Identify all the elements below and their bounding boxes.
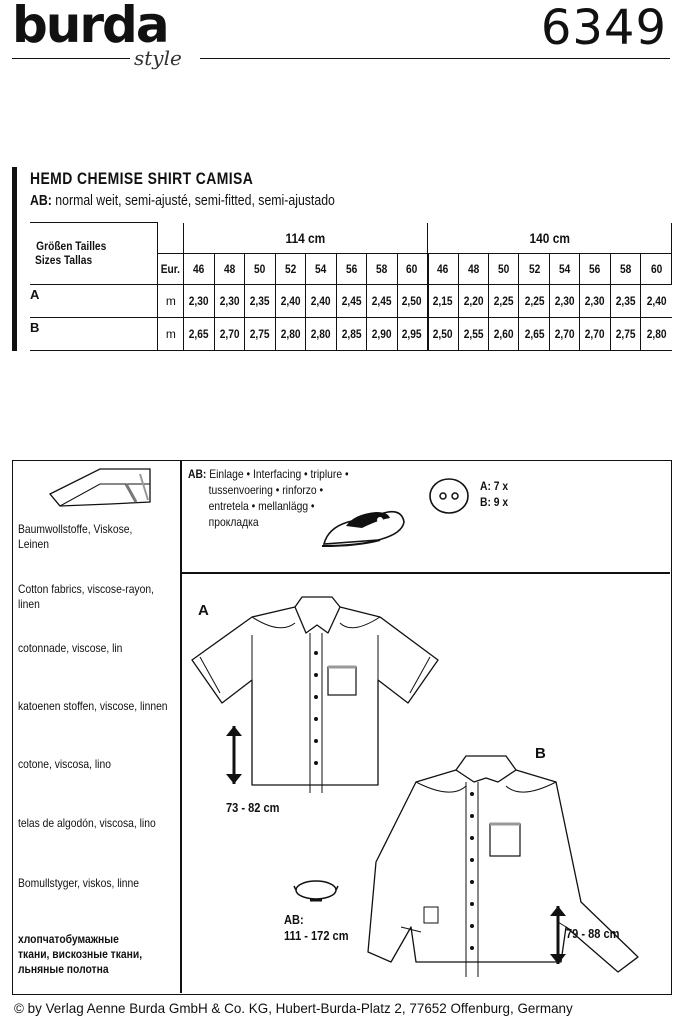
size-header-cell: 48 [458, 253, 488, 284]
size-table [30, 222, 672, 351]
width-1-header: 114 cm [184, 223, 428, 254]
table-cell: 2,65 [519, 317, 549, 350]
brand-sub: style [134, 46, 182, 70]
table-cell: 2,60 [489, 317, 519, 350]
brand-logo: burda [12, 0, 168, 54]
size-header-cell: 56 [580, 253, 610, 284]
fabric-de: Baumwollstoffe, Viskose, Leinen [18, 522, 133, 551]
subtitle-prefix: AB: [30, 192, 52, 209]
table-cell: 2,30 [214, 284, 244, 317]
row-view-label: A [30, 284, 158, 317]
size-header-cell: 52 [275, 253, 305, 284]
table-cell: 2,20 [458, 284, 488, 317]
size-header-cell: 48 [214, 253, 244, 284]
table-cell: 2,50 [428, 317, 458, 350]
page-title: HEMD CHEMISE SHIRT CAMISA [30, 169, 254, 188]
size-header-cell: 56 [336, 253, 366, 284]
size-header-cell: 46 [428, 253, 458, 284]
table-cell: 2,30 [580, 284, 610, 317]
tape-measure-icon [292, 876, 340, 904]
length-arrow-b-icon [548, 904, 568, 966]
size-header-cell: 54 [549, 253, 579, 284]
table-cell: 2,55 [458, 317, 488, 350]
length-a-label: 73 - 82 cm [226, 800, 280, 815]
size-label-1: Größen Tailles [36, 239, 107, 254]
table-cell: 2,80 [306, 317, 336, 350]
table-cell: 2,45 [367, 284, 397, 317]
length-arrow-a-icon [224, 724, 244, 786]
unit-header: Eur. [158, 253, 184, 284]
size-header-cell: 54 [306, 253, 336, 284]
table-cell: 2,15 [428, 284, 458, 317]
table-cell: 2,40 [641, 284, 672, 317]
table-row-a [30, 284, 672, 317]
width-2-header: 140 cm [428, 223, 672, 254]
page-subtitle [30, 192, 335, 209]
table-cell: 2,45 [336, 284, 366, 317]
table-cell: 2,35 [610, 284, 640, 317]
button-icon [428, 477, 470, 515]
fabric-ru: хлопчатобумажные ткани, вискозные ткани, льняные полотна [18, 932, 143, 976]
view-a-label: A [198, 602, 209, 619]
table-cell: 2,50 [397, 284, 427, 317]
table-cell: 2,75 [245, 317, 275, 350]
row-unit: m [158, 284, 184, 317]
table-cell: 2,70 [549, 317, 579, 350]
row-view-label: B [30, 317, 158, 350]
size-label-2: Sizes Tallas [35, 253, 93, 268]
size-header-cell: 50 [245, 253, 275, 284]
table-cell: 2,40 [306, 284, 336, 317]
view-b-label: B [535, 745, 546, 762]
table-cell: 2,85 [336, 317, 366, 350]
table-cell: 2,25 [489, 284, 519, 317]
fabric-en: Cotton fabrics, viscose-rayon, linen [18, 582, 154, 611]
fabric-es: telas de algodón, viscosa, lino [18, 816, 156, 830]
size-header-cell: 60 [641, 253, 672, 284]
size-header-cell: 58 [610, 253, 640, 284]
button-quantities: A: 7 x B: 9 x [480, 479, 509, 509]
table-cell: 2,70 [214, 317, 244, 350]
size-header-cell: 58 [367, 253, 397, 284]
pattern-number: 6349 [540, 0, 667, 56]
table-cell: 2,75 [610, 317, 640, 350]
box-divider-vertical [180, 460, 182, 993]
box-divider-horizontal [180, 572, 670, 574]
interfacing-text: AB: Einlage • Interfacing • triplure • tussenvoering • rinforzo • entretela • mellanlägg • прокладка [188, 467, 349, 529]
table-cell: 2,65 [184, 317, 214, 350]
table-cell: 2,95 [397, 317, 427, 350]
iron-icon [318, 500, 408, 552]
fabric-fr: cotonnade, viscose, lin [18, 641, 123, 655]
table-cell: 2,70 [580, 317, 610, 350]
fabric-nl: katoenen stoffen, viscose, linnen [18, 699, 168, 713]
size-header-cell: 50 [489, 253, 519, 284]
table-row-b [30, 317, 672, 350]
size-label-cell [30, 223, 158, 285]
fabric-it: cotone, viscosa, lino [18, 757, 111, 771]
logo-divider [12, 58, 130, 59]
length-b-label: 79 - 88 cm [566, 926, 620, 941]
table-cell: 2,90 [367, 317, 397, 350]
header-divider [200, 58, 670, 59]
copyright-footer: © by Verlag Aenne Burda GmbH & Co. KG, Hubert-Burda-Platz 2, 77652 Offenburg, Germany [14, 1000, 573, 1016]
table-cell: 2,35 [245, 284, 275, 317]
size-header-cell: 52 [519, 253, 549, 284]
row-unit: m [158, 317, 184, 350]
table-cell: 2,40 [275, 284, 305, 317]
table-cell: 2,30 [549, 284, 579, 317]
fabric-roll-icon [40, 464, 160, 514]
fabric-sv: Bomullstyger, viskos, linne [18, 876, 140, 890]
table-cell: 2,30 [184, 284, 214, 317]
shirt-b-drawing [366, 752, 646, 992]
hip-measure: AB: 111 - 172 cm [284, 912, 349, 943]
title-bar [12, 167, 17, 351]
table-cell: 2,25 [519, 284, 549, 317]
table-cell: 2,80 [641, 317, 672, 350]
size-header-cell: 46 [184, 253, 214, 284]
table-cell: 2,80 [275, 317, 305, 350]
size-header-cell: 60 [397, 253, 427, 284]
subtitle-text: normal weit, semi-ajusté, semi-fitted, semi-ajustado [55, 192, 335, 209]
